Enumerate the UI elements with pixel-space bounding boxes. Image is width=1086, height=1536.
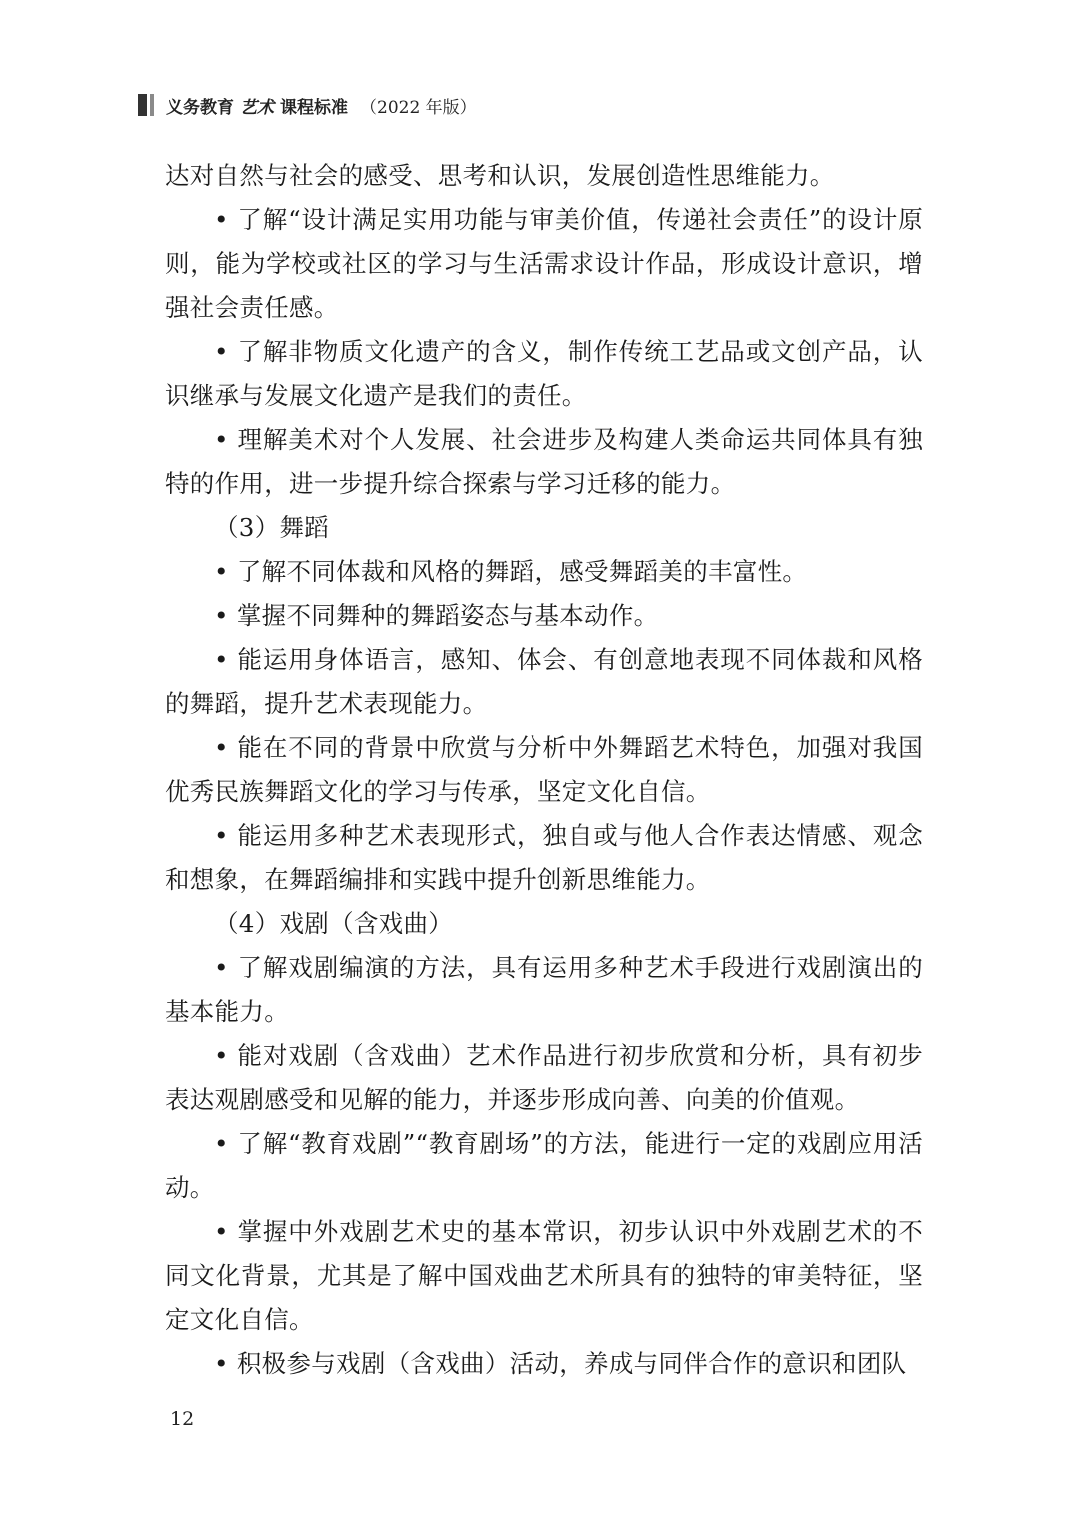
bullet-item: • 掌握中外戏剧艺术史的基本常识，初步认识中外戏剧艺术的不同文化背景，尤其是了解中国戏曲艺术所具有的独特的审美特征，坚定文化自信。 (165, 1217, 923, 1334)
section-subhead-dance: （3）舞蹈 (214, 513, 330, 542)
bullet-item: • 了解“教育戏剧”“教育剧场”的方法，能进行一定的戏剧应用活动。 (165, 1129, 923, 1202)
header-bars-icon (138, 94, 154, 116)
header-subject: 艺术 (240, 97, 274, 118)
bullet-item: • 理解美术对个人发展、社会进步及构建人类命运共同体具有独特的作用，进一步提升综合探索与学习迁移的能力。 (165, 425, 923, 498)
bullet-item: • 能运用身体语言，感知、体会、有创意地表现不同体裁和风格的舞蹈，提升艺术表现能力。 (165, 645, 923, 718)
header-title (166, 93, 477, 118)
section-subhead-drama: （4）戏剧（含戏曲） (214, 909, 454, 938)
paragraph-continuation: 达对自然与社会的感受、思考和认识，发展创造性思维能力。 (165, 161, 835, 190)
bullet-item: • 了解不同体裁和风格的舞蹈，感受舞蹈美的丰富性。 (214, 557, 808, 586)
page-number: 12 (170, 1408, 195, 1430)
header-title-suffix: 课程标准 (280, 97, 348, 118)
bullet-item: • 能在不同的背景中欣赏与分析中外舞蹈艺术特色，加强对我国优秀民族舞蹈文化的学习与传承，坚定文化自信。 (165, 733, 923, 806)
body-text (165, 154, 923, 1386)
bullet-item: • 掌握不同舞种的舞蹈姿态与基本动作。 (214, 601, 659, 630)
bullet-item: • 能对戏剧（含戏曲）艺术作品进行初步欣赏和分析，具有初步表达观剧感受和见解的能力，并逐步形成向善、向美的价值观。 (165, 1041, 923, 1114)
running-header (138, 92, 477, 118)
bullet-item: • 了解戏剧编演的方法，具有运用多种艺术手段进行戏剧演出的基本能力。 (165, 953, 923, 1026)
bullet-item: • 积极参与戏剧（含戏曲）活动，养成与同伴合作的意识和团队 (214, 1349, 907, 1378)
header-title-prefix: 义务教育 (166, 97, 234, 118)
bullet-item: • 能运用多种艺术表现形式，独自或与他人合作表达情感、观念和想象，在舞蹈编排和实践中提升创新思维能力。 (165, 821, 923, 894)
header-edition: （2022 年版） (360, 97, 477, 118)
bullet-item: • 了解非物质文化遗产的含义，制作传统工艺品或文创产品，认识继承与发展文化遗产是我们的责任。 (165, 337, 923, 410)
bullet-item: • 了解“设计满足实用功能与审美价值，传递社会责任”的设计原则，能为学校或社区的学习与生活需求设计作品，形成设计意识，增强社会责任感。 (165, 205, 923, 322)
